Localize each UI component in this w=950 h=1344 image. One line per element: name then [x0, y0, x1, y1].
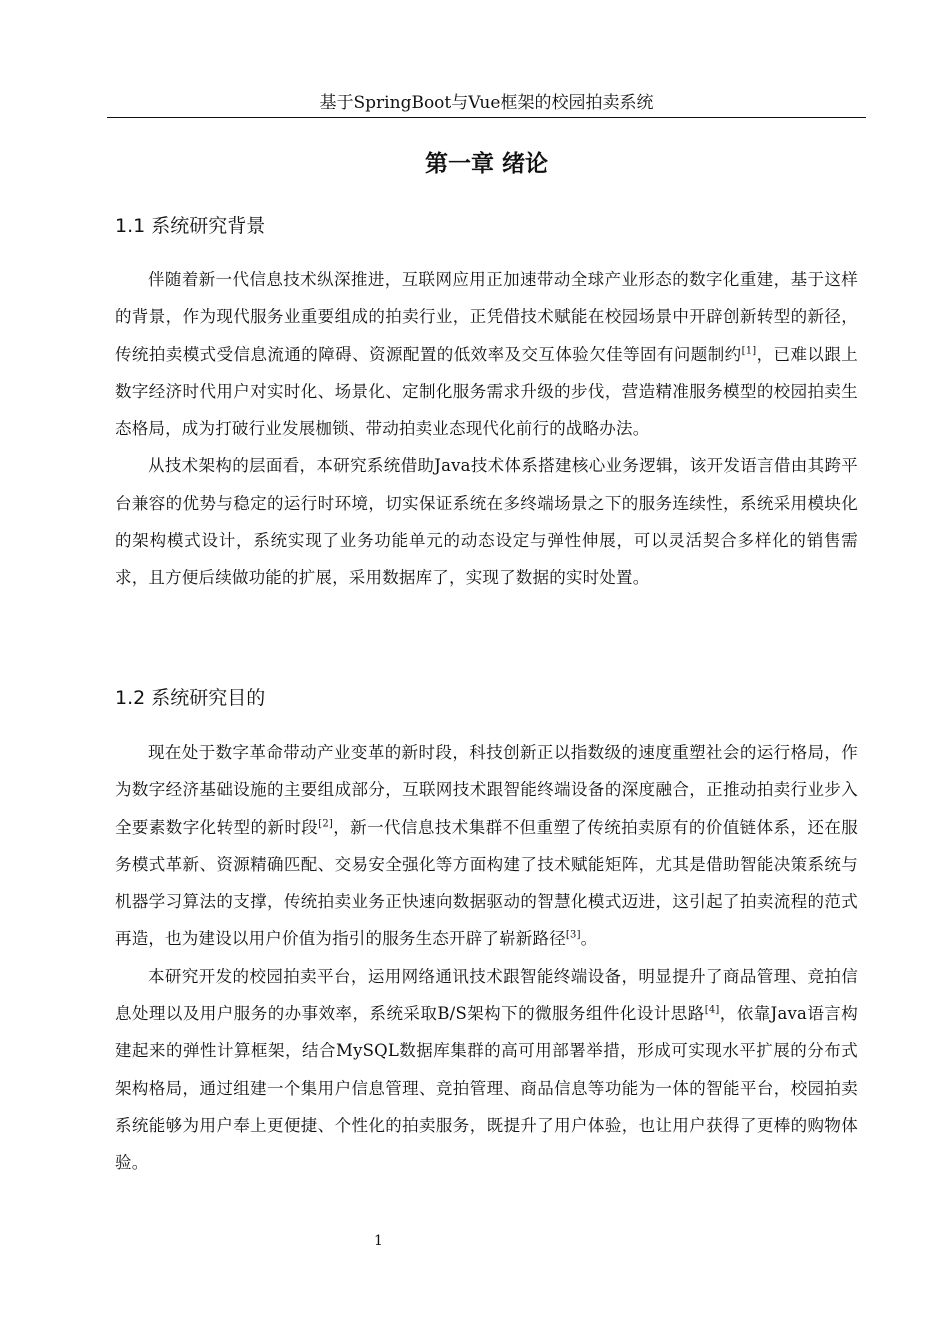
chapter-title: 第一章 绪论	[424, 151, 548, 177]
running-header: 基于SpringBoot与Vue框架的校园拍卖系统	[319, 93, 654, 113]
citation-ref: [2]	[318, 818, 333, 830]
header-rule	[107, 117, 866, 118]
paragraph-text: 本研究开发的校园拍卖平台，运用网络通讯技术跟智能终端设备，明显提升了商品管理、竞拍信息处理以及用户服务的办事效率，系统采取B/S架构下的微服务组件化设计思路	[115, 966, 858, 1024]
paragraph-text: 。	[580, 929, 598, 949]
paragraph-text: ，新一代信息技术集群不但重塑了传统拍卖原有的价值链体系，还在服务模式革新、资源精确匹配、交易安全强化等方面构建了技术赋能矩阵，尤其是借助智能决策系统与机器学习算法的支撑，传统拍卖业务正快速向数据驱动的智慧化模式迈进，这引起了拍卖流程的范式再造，也为建设以用户价值为指引的服务生态开辟了崭新路径	[115, 817, 858, 949]
paragraph	[115, 447, 858, 596]
section-body-background	[115, 261, 858, 597]
citation-ref: [1]	[741, 345, 757, 357]
section-body-purpose	[115, 734, 858, 1182]
paragraph	[115, 261, 858, 447]
paragraph	[115, 958, 858, 1182]
citation-ref: [4]	[704, 1004, 720, 1016]
paragraph-text: ，已难以跟上数字经济时代用户对实时化、场景化、定制化服务需求升级的步伐，营造精准服务模型的校园拍卖生态格局，成为打破行业发展枷锁、带动拍卖业态现代化前行的战略办法。	[115, 344, 859, 439]
paragraph-text: 从技术架构的层面看，本研究系统借助Java技术体系搭建核心业务逻辑，该开发语言借由其跨平台兼容的优势与稳定的运行时环境，切实保证系统在多终端场景之下的服务连续性，系统采用模块化的架构模式设计，系统实现了业务功能单元的动态设定与弹性伸展，可以灵活契合多样化的销售需求，且方便后续做功能的扩展，采用数据库了，实现了数据的实时处置。	[115, 456, 858, 588]
page-number: 1	[374, 1233, 383, 1249]
paragraph-text: ，依靠Java语言构建起来的弹性计算框架，结合MySQL数据库集群的高可用部署举措，形成可实现水平扩展的分布式架构格局，通过组建一个集用户信息管理、竞拍管理、商品信息等功能为一体的智能平台，校园拍卖系统能够为用户奉上更便捷、个性化的拍卖服务，既提升了用户体验，也让用户获得了更棒的购物体验。	[115, 1004, 858, 1173]
section-heading-purpose: 1.2 系统研究目的	[115, 687, 266, 709]
section-heading-background: 1.1 系统研究背景	[115, 215, 266, 237]
paragraph	[115, 734, 858, 958]
citation-ref: [3]	[565, 929, 581, 941]
paragraph-text: 伴随着新一代信息技术纵深推进，互联网应用正加速带动全球产业形态的数字化重建，基于这样的背景，作为现代服务业重要组成的拍卖行业，正凭借技术赋能在校园场景中开辟创新转型的新径，传统拍卖模式受信息流通的障碍、资源配置的低效率及交互体验欠佳等固有问题制约	[115, 270, 858, 364]
paragraph-text: 现在处于数字革命带动产业变革的新时段，科技创新正以指数级的速度重塑社会的运行格局，作为数字经济基础设施的主要组成部分，互联网技术跟智能终端设备的深度融合，正推动拍卖行业步入全要素数字化转型的新时段	[115, 743, 858, 837]
